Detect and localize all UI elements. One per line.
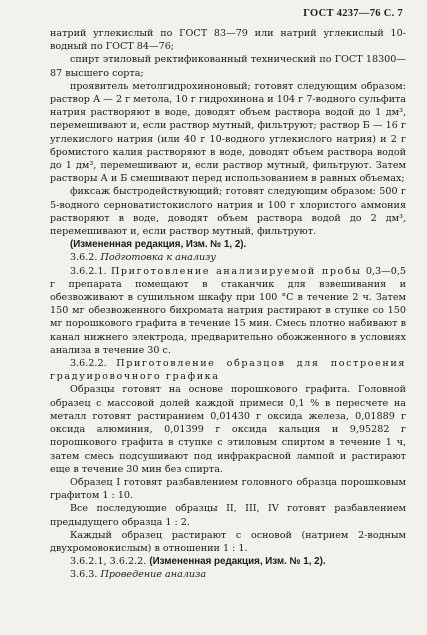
section-number: 3.6.2.1, 3.6.2.2. [70,556,147,568]
paragraph: фиксаж быстродействующий; готовят следующим образом: 500 г 5-водного серноватистокислого натрия и 100 г хлористого аммония растворяют в воде, доводят объем раствора водой до 2 дм³, перемешивают и, если раствор мутный, фильтруют. [50,186,406,238]
paragraph: спирт этиловый ректификованный технический по ГОСТ 18300—87 высшего сорта; [50,54,406,79]
section-title: Приготовление анализируемой пробы [110,265,362,277]
section-3-6-2-2 [50,357,406,383]
paragraph: натрий углекислый по ГОСТ 83—79 или натрий углекислый 10-водный по ГОСТ 84—76; [50,28,406,53]
document-body [50,27,406,582]
section-title: Подготовка к анализу [100,252,216,264]
section-heading-3-6-2 [50,251,406,264]
paragraph: Каждый образец растирают с основой (натрием 2-водным двухромовокислым) в отношении 1 : 1. [50,529,406,554]
amendment-note-sections [50,555,406,568]
section-number: 3.6.2.1. [70,265,107,277]
page-header: ГОСТ 4237—76 С. 7 [303,8,403,19]
amendment-note: (Измененная редакция, Изм. № 1, 2). [70,239,247,251]
section-number: 3.6.2. [70,252,98,264]
paragraph: проявитель метолгидрохиноновый; готовят следующим образом: раствор А — 2 г метола, 10 г гидрохинона и 104 г 7-водного сульфита натрия растворяют в воде, доводят объем раствора водой до 1 дм³, перемешивают и, если раствор мутный, фильтруют; раствор Б — 16 г углекислого натрия (или 40 г 10-водного углекислого натрия) и 2 г бромистого калия растворяют в воде, доводят объем раствора водой до 1 дм³, перемешивают и, если раствор мутный, фильтруют. Затем растворы А и Б смешивают перед использованием в равных объемах; [50,80,406,185]
section-title: Проведение анализа [100,569,207,581]
paragraph: Образцы готовят на основе порошкового графита. Головной образец с массовой долей каждой примеси 0,1 % в пересчете на металл готовят растиранием 0,01430 г оксида железа, 0,01889 г оксида алюминия, 0,01399 г оксида кальция и 9,95282 г порошкового графита в ступке с этиловым спиртом в течение 1 ч, затем смесь подсушивают под инфракрасной лампой и растирают еще в течение 30 мин без спирта. [50,384,406,475]
paragraph: Все последующие образцы II, III, IV готовят разбавлением предыдущего образца 1 : 2. [50,503,406,528]
section-3-6-2-1 [50,265,406,357]
section-title: Приготовление образцов для построения градуировочного графика [50,358,406,383]
paragraph: Образец I готовят разбавлением головного образца порошковым графитом 1 : 10. [50,476,406,502]
section-number: 3.6.3. [70,569,98,581]
section-heading-3-6-3 [50,568,406,581]
section-text: 0,3—0,5 г препарата помещают в стаканчик для взвешивания и обезвоживают в сушильном шкафу при 100 °С в течение 2 ч. Затем 150 мг обезвоженного бихромата натрия растирают в ступке со 150 мг порошкового графита в течение 15 мин. Смесь плотно набивают в канал нижнего электрода, предварительно обожженного в условиях анализа в течение 30 с. [50,265,406,356]
section-number: 3.6.2.2. [70,358,107,370]
amendment-text: (Измененная редакция, Изм. № 1, 2). [149,556,326,568]
